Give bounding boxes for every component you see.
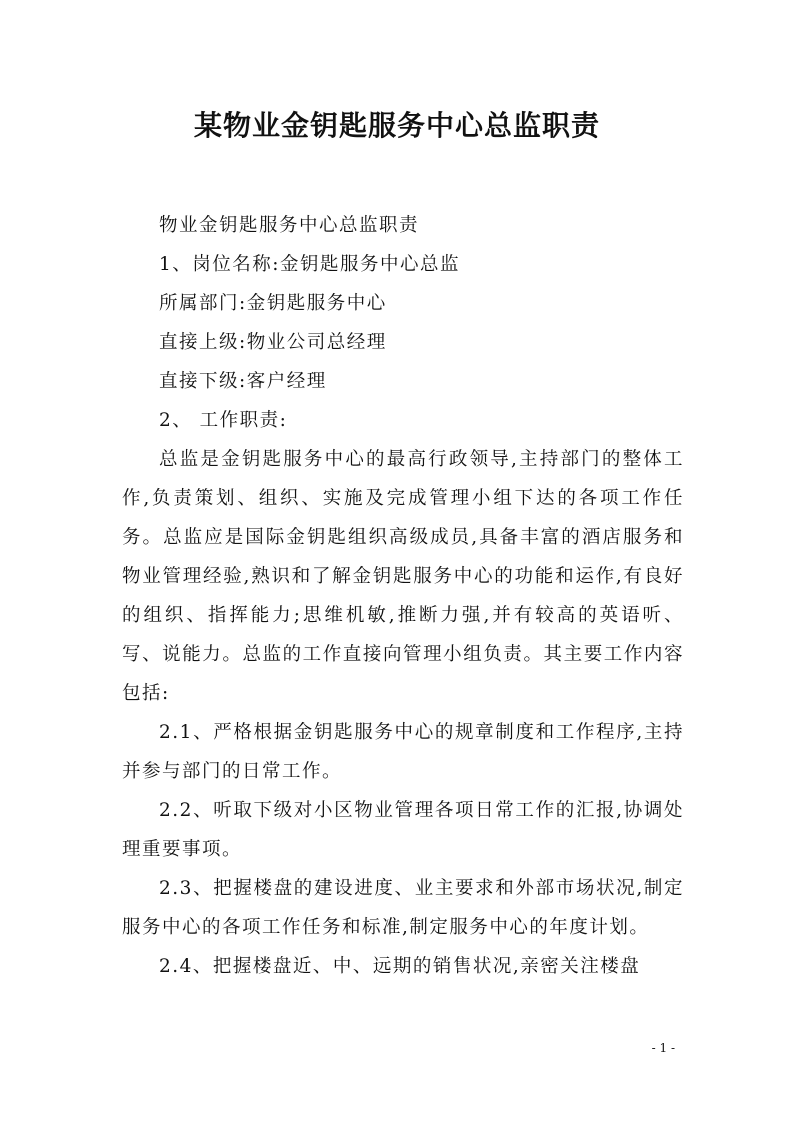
page-number: - 1 - (651, 1041, 675, 1055)
direct-subordinate-line: 直接下级:客户经理 (159, 371, 327, 392)
duty-item-2-3: 2.3、把握楼盘的建设进度、业主要求和外部市场状况,制定服务中心的各项工作任务和标准,制定服务中心的年度计划。 (122, 878, 684, 938)
duty-item-2-4: 2.4、把握楼盘近、中、远期的销售状况,亲密关注楼盘 (159, 956, 641, 977)
document-title: 某物业金钥匙服务中心总监职责 (193, 109, 600, 142)
subtitle-line: 物业金钥匙服务中心总监职责 (159, 215, 420, 236)
position-name-line: 1、岗位名称:金钥匙服务中心总监 (159, 254, 461, 275)
intro-paragraph: 总监是金钥匙服务中心的最高行政领导,主持部门的整体工作,负责策划、组织、实施及完成管理小组下达的各项工作任务。总监应是国际金钥匙组织高级成员,具备丰富的酒店服务和物业管理经验,熟识和了解金钥匙服务中心的功能和运作,有良好的组织、指挥能力;思维机敏,推断力强,并有较高的英语听、写、说能力。总监的工作直接向管理小组负责。其主要工作内容包括: (122, 449, 684, 704)
duty-item-2-2: 2.2、听取下级对小区物业管理各项日常工作的汇报,协调处理重要事项。 (122, 800, 684, 860)
department-line: 所属部门:金钥匙服务中心 (159, 293, 387, 314)
direct-superior-line: 直接上级:物业公司总经理 (159, 332, 387, 353)
duty-item-2-1: 2.1、严格根据金钥匙服务中心的规章制度和工作程序,主持并参与部门的日常工作。 (122, 722, 684, 782)
document-body (122, 206, 684, 986)
duties-heading: 2、 工作职责: (159, 410, 288, 431)
